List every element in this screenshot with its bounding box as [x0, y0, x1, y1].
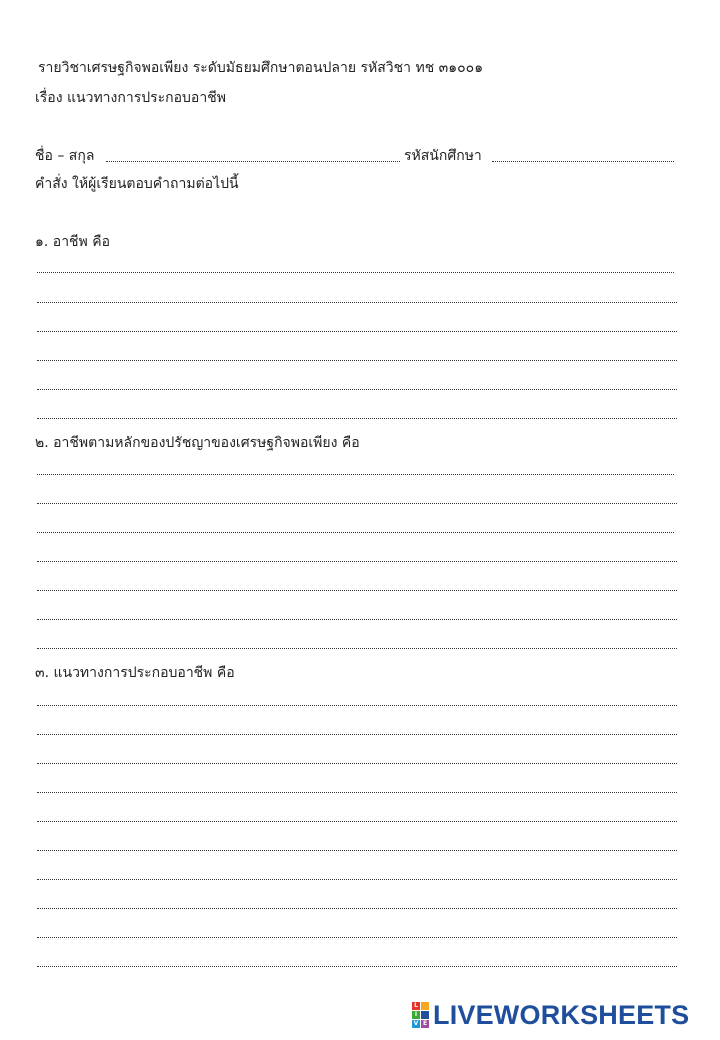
answer-line[interactable]	[37, 937, 677, 938]
student-id-field[interactable]	[492, 161, 674, 162]
answer-line[interactable]	[37, 850, 677, 851]
student-id-label: รหัสนักศึกษา	[404, 148, 482, 164]
answer-line[interactable]	[37, 474, 674, 475]
answer-line[interactable]	[37, 561, 677, 562]
answer-line[interactable]	[37, 272, 674, 273]
answer-line[interactable]	[37, 389, 677, 390]
topic-line: เรื่อง แนวทางการประกอบอาชีพ	[35, 90, 226, 106]
answer-line[interactable]	[37, 619, 677, 620]
answer-line[interactable]	[37, 418, 677, 419]
name-field[interactable]	[106, 161, 400, 162]
liveworksheets-logo-icon: L I V E	[413, 1002, 428, 1027]
question-2: ๒. อาชีพตามหลักของปรัชญาของเศรษฐกิจพอเพียง คือ	[35, 435, 360, 451]
name-label: ชื่อ – สกุล	[35, 148, 95, 164]
answer-line[interactable]	[37, 590, 677, 591]
answer-line[interactable]	[37, 821, 677, 822]
answer-line[interactable]	[37, 763, 677, 764]
answer-line[interactable]	[37, 908, 677, 909]
answer-line[interactable]	[37, 705, 677, 706]
answer-line[interactable]	[37, 879, 677, 880]
question-1: ๑. อาชีพ คือ	[35, 234, 111, 250]
answer-line[interactable]	[37, 331, 677, 332]
course-line: รายวิชาเศรษฐกิจพอเพียง ระดับมัธยมศึกษาตอนปลาย รหัสวิชา ทช ๓๑๐๐๑	[38, 60, 484, 76]
liveworksheets-logo	[412, 998, 689, 1032]
answer-line[interactable]	[37, 503, 677, 504]
answer-line[interactable]	[37, 360, 677, 361]
answer-line[interactable]	[37, 734, 677, 735]
answer-line[interactable]	[37, 792, 677, 793]
instruction-text: คำสั่ง ให้ผู้เรียนตอบคำถามต่อไปนี้	[35, 176, 239, 192]
question-3: ๓. แนวทางการประกอบอาชีพ คือ	[35, 665, 235, 681]
answer-line[interactable]	[37, 966, 677, 967]
answer-line[interactable]	[37, 532, 674, 533]
answer-line[interactable]	[37, 302, 677, 303]
liveworksheets-logo-text: LIVEWORKSHEETS	[433, 999, 690, 1030]
answer-line[interactable]	[37, 648, 677, 649]
